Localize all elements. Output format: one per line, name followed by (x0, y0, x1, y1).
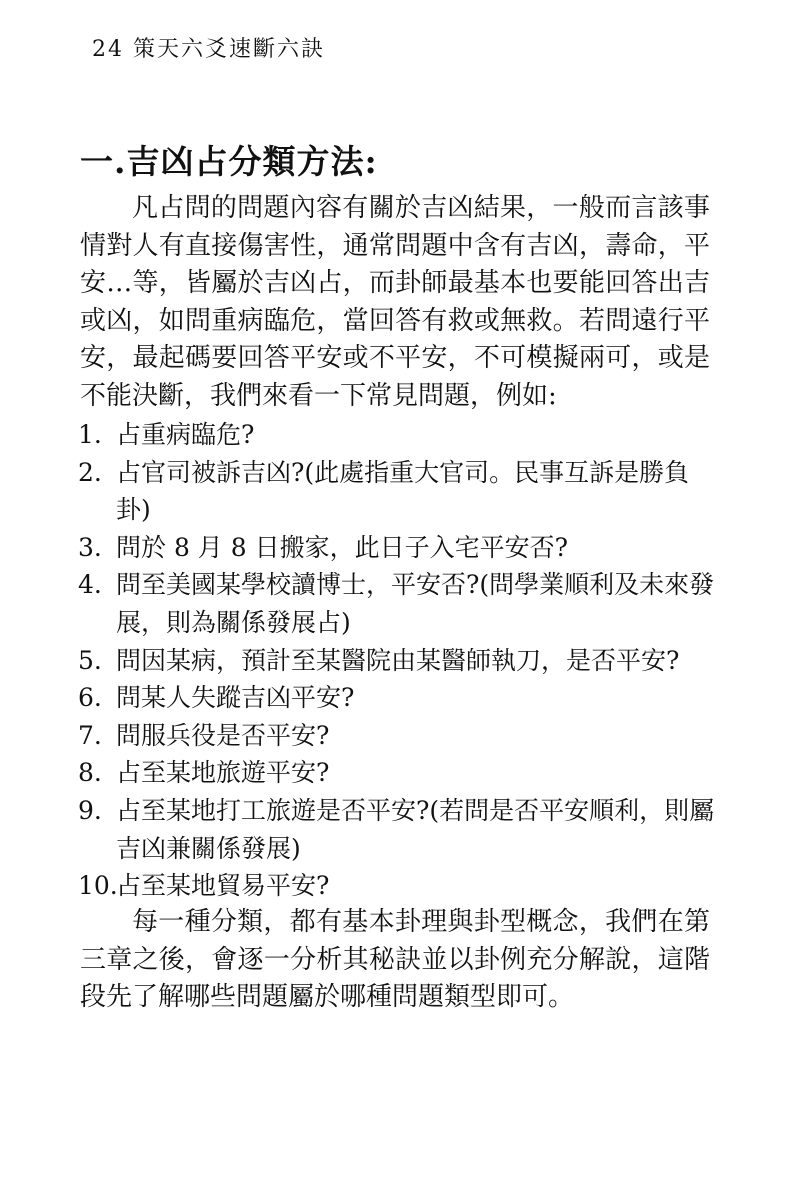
list-item (78, 867, 718, 905)
list-item (78, 566, 718, 641)
intro-paragraph: 凡占問的問題內容有關於吉凶結果，一般而言該事情對人有直接傷害性，通常問題中含有吉凶，壽命，平安…等，皆屬於吉凶占，而卦師最基本也要能回答出吉或凶，如問重病臨危，當回答有救或無救。若問遠行平安，最起碼要回答平安或不平安，不可模擬兩可，或是不能決斷，我們來看一下常見問題，例如: (80, 193, 710, 411)
item-number: 7. (78, 720, 102, 750)
item-text: 問某人失蹤吉凶平安? (116, 683, 355, 713)
list-item (78, 754, 718, 792)
list-item (78, 792, 718, 867)
item-text: 問於 8 月 8 日搬家，此日子入宅平安否? (116, 532, 569, 562)
item-number: 4. (78, 570, 102, 600)
examples-list (78, 416, 718, 905)
book-title: 策天六爻速斷六訣 (133, 37, 326, 62)
item-text: 問因某病，預計至某醫院由某醫師執刀，是否平安? (116, 645, 680, 675)
list-item (78, 642, 718, 680)
item-text: 問服兵役是否平安? (116, 720, 330, 750)
item-number: 6. (78, 683, 102, 713)
item-number: 2. (78, 457, 102, 487)
section-title: 一.吉凶占分類方法: (80, 142, 378, 181)
item-text: 占至某地旅遊平安? (116, 758, 330, 788)
list-item (78, 717, 718, 755)
closing-paragraph: 每一種分類，都有基本卦理與卦型概念，我們在第三章之後，會逐一分析其秘訣並以卦例充分解說，這階段先了解哪些問題屬於哪種問題類型即可。 (80, 907, 710, 1013)
item-text: 占至某地打工旅遊是否平安?(若問是否平安順利，則屬吉凶兼關係發展) (116, 795, 715, 863)
item-number: 9. (78, 795, 102, 825)
list-item (78, 416, 718, 454)
item-text: 占官司被訴吉凶?(此處指重大官司。民事互訴是勝負卦) (116, 457, 690, 525)
item-number: 10. (78, 871, 118, 901)
list-item (78, 529, 718, 567)
item-text: 問至美國某學校讀博士，平安否?(問學業順利及未來發展，則為關係發展占) (116, 570, 715, 637)
item-number: 8. (78, 758, 102, 788)
item-text: 占至某地貿易平安? (116, 871, 330, 901)
item-text: 占重病臨危? (116, 420, 255, 449)
list-item (78, 454, 718, 529)
item-number: 3. (78, 532, 102, 562)
item-number: 5. (78, 645, 102, 675)
page-number: 24 (92, 37, 124, 62)
list-item (78, 679, 718, 717)
item-number: 1. (78, 420, 102, 449)
running-header (92, 32, 325, 63)
